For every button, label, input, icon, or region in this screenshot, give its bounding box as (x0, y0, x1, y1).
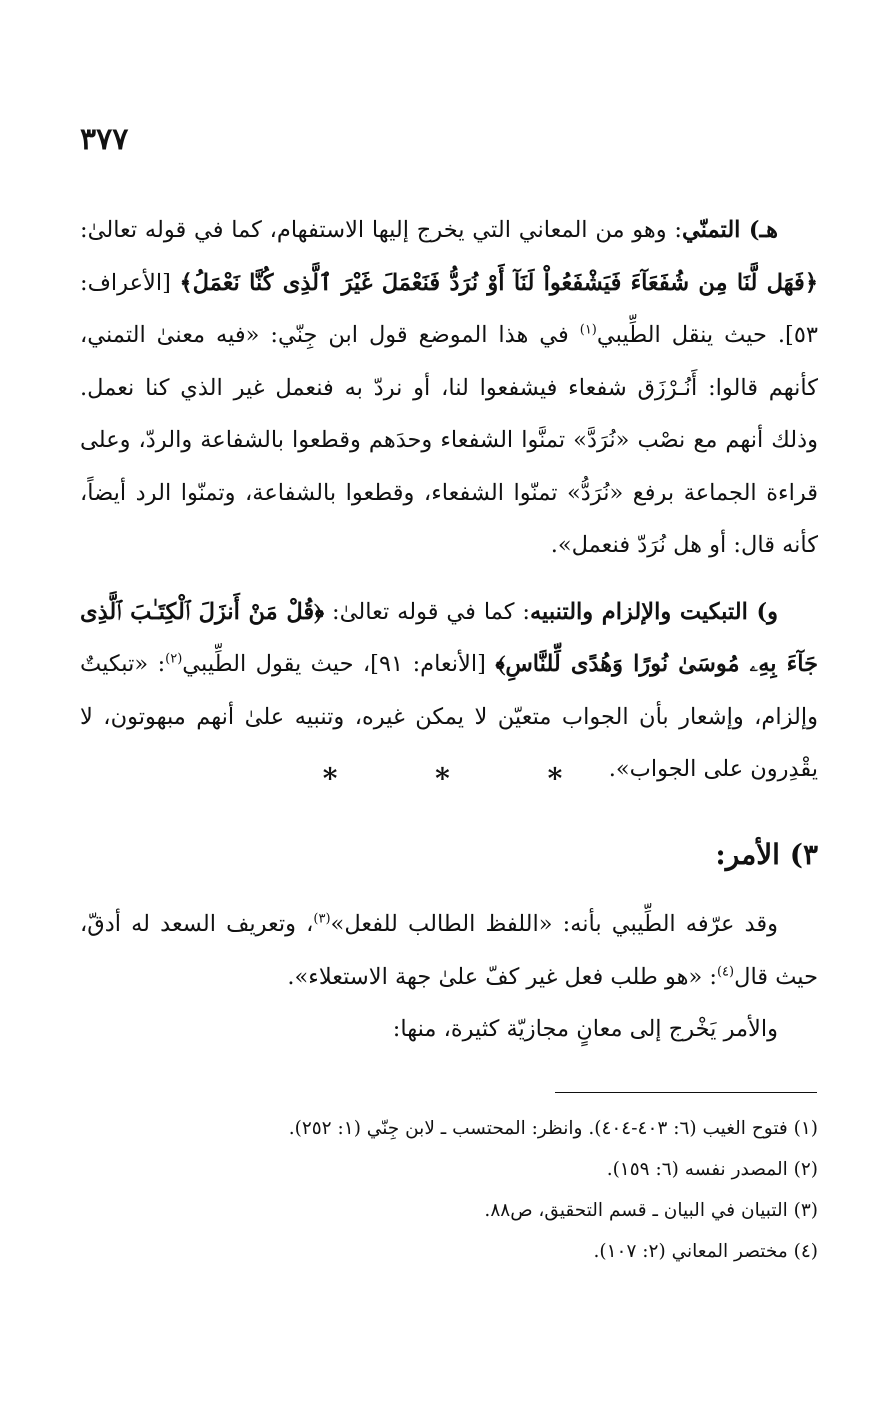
paragraph-text: : كما في قوله تعالىٰ: (324, 598, 530, 625)
footnote: (٢) المصدر نفسه (٦: ١٥٩). (606, 1159, 818, 1180)
paragraph-text: : «هو طلب فعل غير كفّ علىٰ جهة الاستعلاء». (287, 963, 717, 990)
quran-verse: ﴿فَهَل لَّنَا مِن شُفَعَآءَ فَيَشْفَعُواْ لَنَآ أَوْ نُرَدُّ فَنَعْمَلَ غَيْرَ ٱلَّذِى كُنَّا نَعْمَلُ﴾ (179, 269, 818, 296)
paragraph-tamanni (80, 204, 818, 572)
paragraph-amr-meanings: والأمر يَخْرج إلى معانٍ مجازيّة كثيرة، منها: (392, 1016, 778, 1042)
main-body (80, 204, 818, 796)
footnote-divider (555, 1092, 817, 1093)
footnote-ref: (١) (579, 322, 597, 338)
subheading-tamanni: هـ) التمنّي (681, 217, 778, 243)
footnote-ref: (٢) (165, 651, 183, 667)
footnote-ref: (٣) (313, 911, 331, 927)
footnote: (٣) التبيان في البيان ـ قسم التحقيق، ص٨٨. (484, 1200, 818, 1221)
paragraph-text: : «تبكيتٌ وإلزام، وإشعار بأن الجواب متعيّن لا يمكن غيره، وتنبيه علىٰ أنهم مبهوتون، لا يقْدِرون على الجواب». (80, 651, 818, 782)
paragraph-text: في هذا الموضع قول ابن جِنّي: «فيه معنىٰ التمني، كأنهم قالوا: أَنُـرْزَق شفعاء فيشفعوا لنا، أو نردّ به فنعمل غير الذي كنا نعمل. وذلك أنهم مع نصْب «نُرَدَّ» تمنَّوا الشفعاء وحدَهم وقطعوا بالشفاعة والردّ، وعلى قراءة الجماعة برفع «نُرَدُّ» تمنّوا الشفعاء، وقطعوا بالشفاعة، وتمنّوا الرد أيضاً، كأنه قال: أو هل نُرَدّ فنعمل». (80, 322, 818, 558)
paragraph-text: [الأعراف: ٥٣]. حيث ينقل الطِّيبي (80, 269, 818, 348)
paragraph-text: وقد عرّفه الطِّيبي بأنه: «اللفظ الطالب للفعل» (330, 911, 778, 937)
footnote-ref: (٤) (716, 964, 735, 979)
page-number: ٣٧٧ (80, 122, 129, 157)
footnote: (١) فتوح الغيب (٦: ٤٠٣-٤٠٤). وانظر: المحتسب ـ لابن جِنّي (١: ٢٥٢). (288, 1118, 818, 1139)
quran-verse: ﴿قُلْ مَنْ أَنزَلَ ٱلْكِتَـٰبَ ٱلَّذِى جَآءَ بِهِۦ مُوسَىٰ نُورًا وَهُدًى لِّلنَّاسِ﴾ (80, 598, 819, 677)
paragraph-text: ، وتعريف السعد له أدقّ، حيث قال (80, 911, 818, 990)
subheading-tabkit: و) التبكيت والإلزام والتنبيه (529, 598, 778, 625)
footnotes (80, 1108, 818, 1272)
footnote: (٤) مختصر المعاني (٢: ١٠٧). (593, 1241, 818, 1262)
amr-body (80, 898, 818, 1056)
section-separator: * * * (322, 762, 607, 795)
section-heading-amr: ٣) الأمر: (715, 838, 818, 871)
paragraph-text: [الأنعام: ٩١]، حيث يقول الطِّيبي (182, 651, 496, 677)
paragraph-text: : وهو من المعاني التي يخرج إليها الاستفهام، كما في قوله تعالىٰ: (80, 217, 682, 243)
paragraph-amr-definition (80, 898, 818, 1003)
